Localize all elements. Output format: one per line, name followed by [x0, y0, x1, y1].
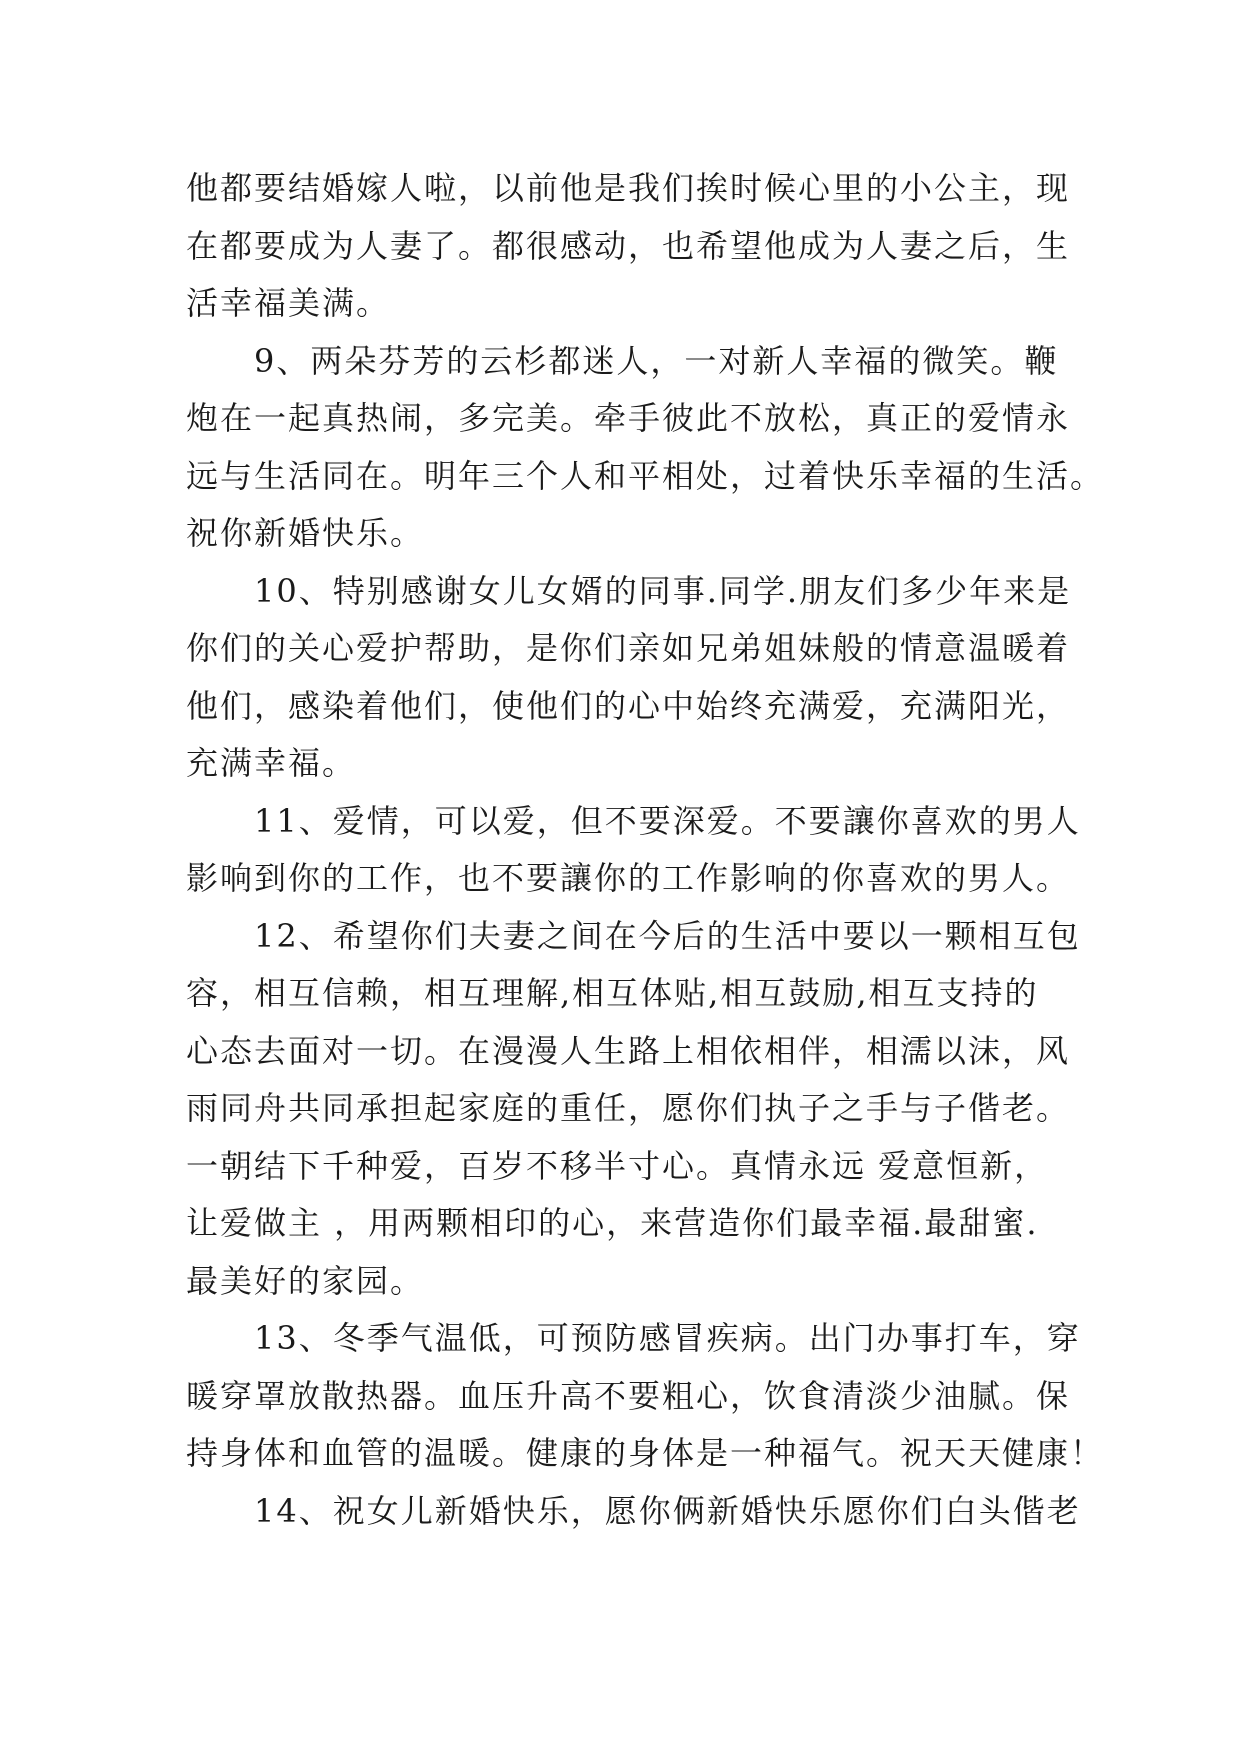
text-line: 10、特别感谢女儿女婿的同事.同学.朋友们多少年来是 [186, 571, 1072, 610]
text-line: 最美好的家园。 [186, 1261, 425, 1300]
text-line: 他们，感染着他们，使他们的心中始终充满爱，充满阳光， [186, 686, 1071, 725]
text-line: 他都要结婚嫁人啦，以前他是我们挨时候心里的小公主，现 [186, 169, 1071, 207]
paragraph-item-14 [186, 1483, 1081, 1541]
text-line: 影响到你的工作，也不要讓你的工作影响的你喜欢的男人。 [186, 859, 1071, 897]
text-line: 炮在一起真热闹，多完美。牵手彼此不放松，真正的爱情永 [186, 399, 1071, 437]
text-line: 活幸福美满。 [186, 284, 391, 322]
paragraph-item-9 [186, 333, 1105, 563]
text-line: 远与生活同在。明年三个人和平相处，过着快乐幸福的生活。 [186, 456, 1105, 495]
text-line: 9、两朵芬芳的云杉都迷人，一对新人幸福的微笑。鞭 [186, 341, 1059, 380]
text-line: 雨同舟共同承担起家庭的重任，愿你们执子之手与子偕老。 [186, 1089, 1071, 1127]
text-line: 在都要成为人妻了。都很感动，也希望他成为人妻之后，生 [186, 226, 1071, 265]
paragraph-continuation [186, 160, 1071, 333]
text-line: 让爱做主 ，用两颗相印的心，来营造你们最幸福.最甜蜜. [186, 1204, 1039, 1242]
paragraph-item-13 [186, 1310, 1105, 1483]
text-line: 容，相互信赖，相互理解,相互体贴,相互鼓励,相互支持的 [186, 974, 1039, 1012]
paragraph-item-10 [186, 563, 1072, 793]
text-line: 充满幸福。 [186, 744, 357, 782]
text-line: 祝你新婚快乐。 [186, 514, 425, 552]
text-line: 你们的关心爱护帮助，是你们亲如兄弟姐妹般的情意温暖着 [186, 629, 1071, 667]
paragraph-item-12 [186, 908, 1081, 1311]
text-line: 一朝结下千种爱，百岁不移半寸心。真情永远 爱意恒新， [186, 1146, 1049, 1185]
text-line: 13、冬季气温低，可预防感冒疾病。出门办事打车，穿 [186, 1319, 1081, 1357]
text-line: 持身体和血管的温暖。健康的身体是一种福气。祝天天健康！ [186, 1434, 1105, 1472]
text-line: 心态去面对一切。在漫漫人生路上相依相伴，相濡以沫，风 [186, 1031, 1071, 1070]
text-line: 14、祝女儿新婚快乐，愿你俩新婚快乐愿你们白头偕老 [186, 1491, 1081, 1530]
text-line: 12、希望你们夫妻之间在今后的生活中要以一颗相互包 [186, 916, 1081, 955]
text-line: 暖穿罩放散热器。血压升高不要粗心，饮食清淡少油腻。保 [186, 1376, 1071, 1415]
text-line: 11、爱情，可以爱，但不要深爱。不要讓你喜欢的男人 [186, 801, 1081, 840]
paragraph-item-11 [186, 793, 1081, 908]
document-body [186, 160, 1105, 1540]
